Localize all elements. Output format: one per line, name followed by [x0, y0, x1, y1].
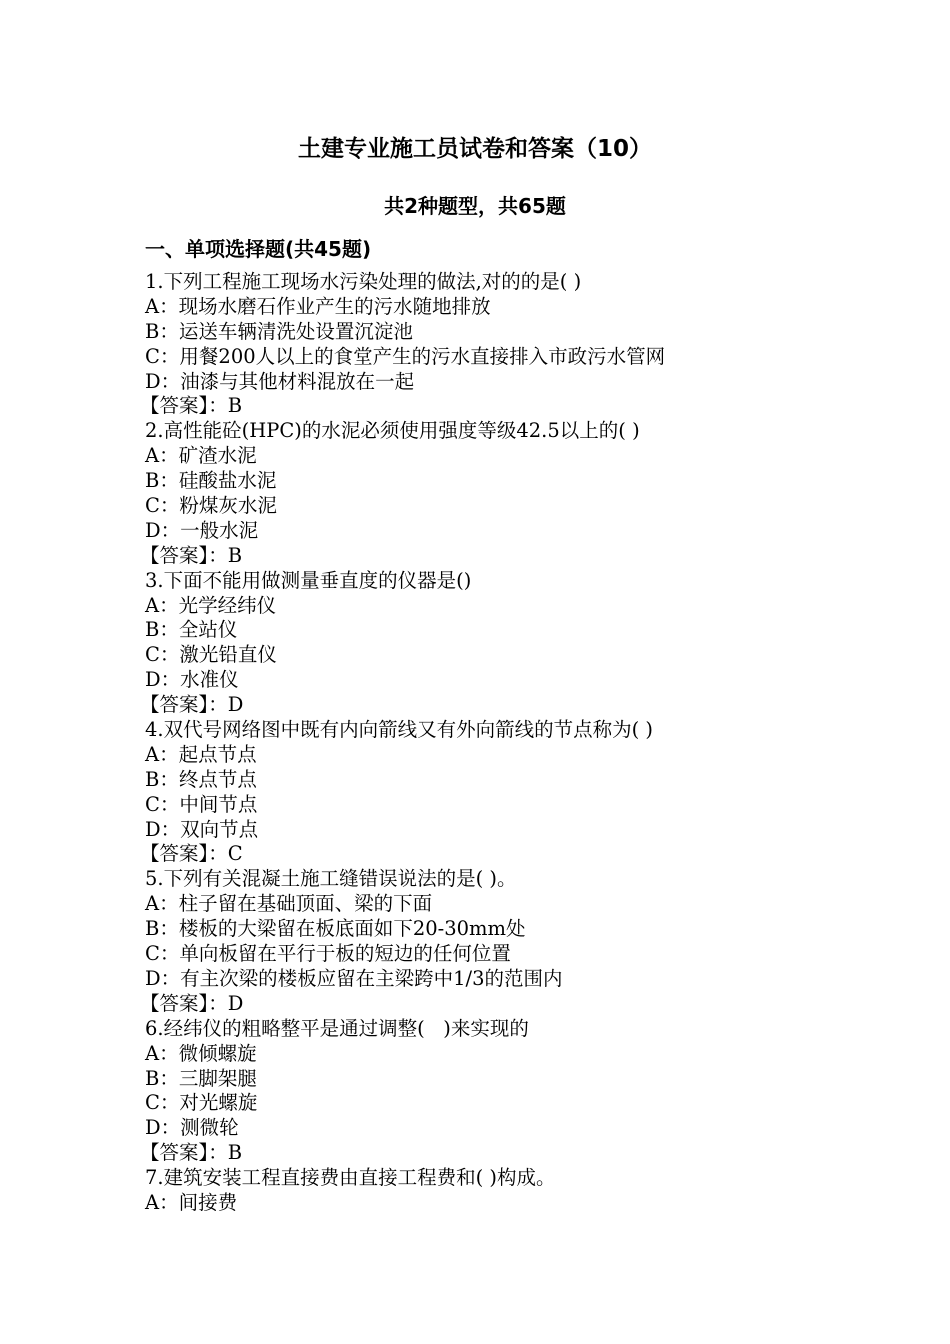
answer-line: 【答案】：C — [140, 842, 243, 866]
question-list — [140, 270, 905, 1216]
option-b: B：硅酸盐水泥 — [145, 469, 277, 493]
option-d: D：有主次梁的楼板应留在主梁跨中1/3的范围内 — [145, 966, 563, 990]
document-title: 土建专业施工员试卷和答案（10） — [297, 136, 652, 162]
option-c: C：激光铅直仪 — [145, 643, 277, 667]
option-b: B：楼板的大梁留在板底面如下20-30mm处 — [145, 917, 526, 941]
option-d: D：油漆与其他材料混放在一起 — [145, 369, 415, 393]
question-item — [140, 419, 905, 568]
question-stem: 1.下列工程施工现场水污染处理的做法,对的的是( ) — [145, 270, 582, 293]
option-b: B：运送车辆清洗处设置沉淀池 — [145, 319, 413, 343]
question-item — [140, 270, 905, 419]
option-c: C：单向板留在平行于板的短边的任何位置 — [145, 942, 511, 966]
question-stem: 2.高性能砼(HPC)的水泥必须使用强度等级42.5以上的( ) — [145, 419, 640, 443]
answer-line: 【答案】：D — [140, 693, 244, 717]
question-item — [140, 568, 905, 718]
option-a: A：光学经纬仪 — [145, 593, 277, 617]
document-subtitle: 共2种题型，共65题 — [384, 194, 566, 218]
option-a: A：微倾螺旋 — [145, 1041, 257, 1065]
option-a: A：现场水磨石作业产生的污水随地排放 — [145, 294, 491, 318]
question-stem: 3.下面不能用做测量垂直度的仪器是() — [145, 568, 472, 592]
answer-line: 【答案】：D — [140, 991, 244, 1015]
option-a: A：起点节点 — [145, 742, 257, 766]
question-item — [140, 718, 905, 867]
option-c: C：粉煤灰水泥 — [145, 494, 277, 518]
option-d: D：水准仪 — [145, 668, 239, 692]
section-heading: 一、单项选择题(共45题) — [145, 237, 372, 261]
option-c: C：中间节点 — [145, 792, 258, 816]
question-stem: 4.双代号网络图中既有内向箭线又有外向箭线的节点称为( ) — [145, 718, 654, 742]
option-c: C：对光螺旋 — [145, 1091, 258, 1115]
option-b: B：终点节点 — [145, 767, 257, 791]
option-a: A：矿渣水泥 — [145, 444, 257, 468]
option-c: C：用餐200人以上的食堂产生的污水直接排入市政污水管网 — [145, 344, 666, 368]
option-d: D：测微轮 — [145, 1116, 239, 1140]
option-a: A：间接费 — [145, 1190, 238, 1214]
question-stem: 6.经纬仪的粗略整平是通过调整( )来实现的 — [145, 1016, 529, 1040]
question-item — [140, 867, 905, 1016]
answer-line: 【答案】：B — [140, 543, 243, 567]
option-b: B：全站仪 — [145, 618, 238, 642]
answer-line: 【答案】：B — [140, 394, 243, 418]
option-d: D：一般水泥 — [145, 518, 259, 542]
question-stem: 5.下列有关混凝土施工缝错误说法的是( )。 — [145, 867, 517, 891]
question-item — [145, 1166, 905, 1216]
question-stem: 7.建筑安装工程直接费由直接工程费和( )构成。 — [145, 1166, 556, 1190]
option-d: D：双向节点 — [145, 817, 259, 841]
option-b: B：三脚架腿 — [145, 1066, 257, 1090]
answer-line: 【答案】：B — [140, 1141, 243, 1165]
option-a: A：柱子留在基础顶面、梁的下面 — [145, 892, 433, 916]
question-item — [140, 1016, 905, 1166]
